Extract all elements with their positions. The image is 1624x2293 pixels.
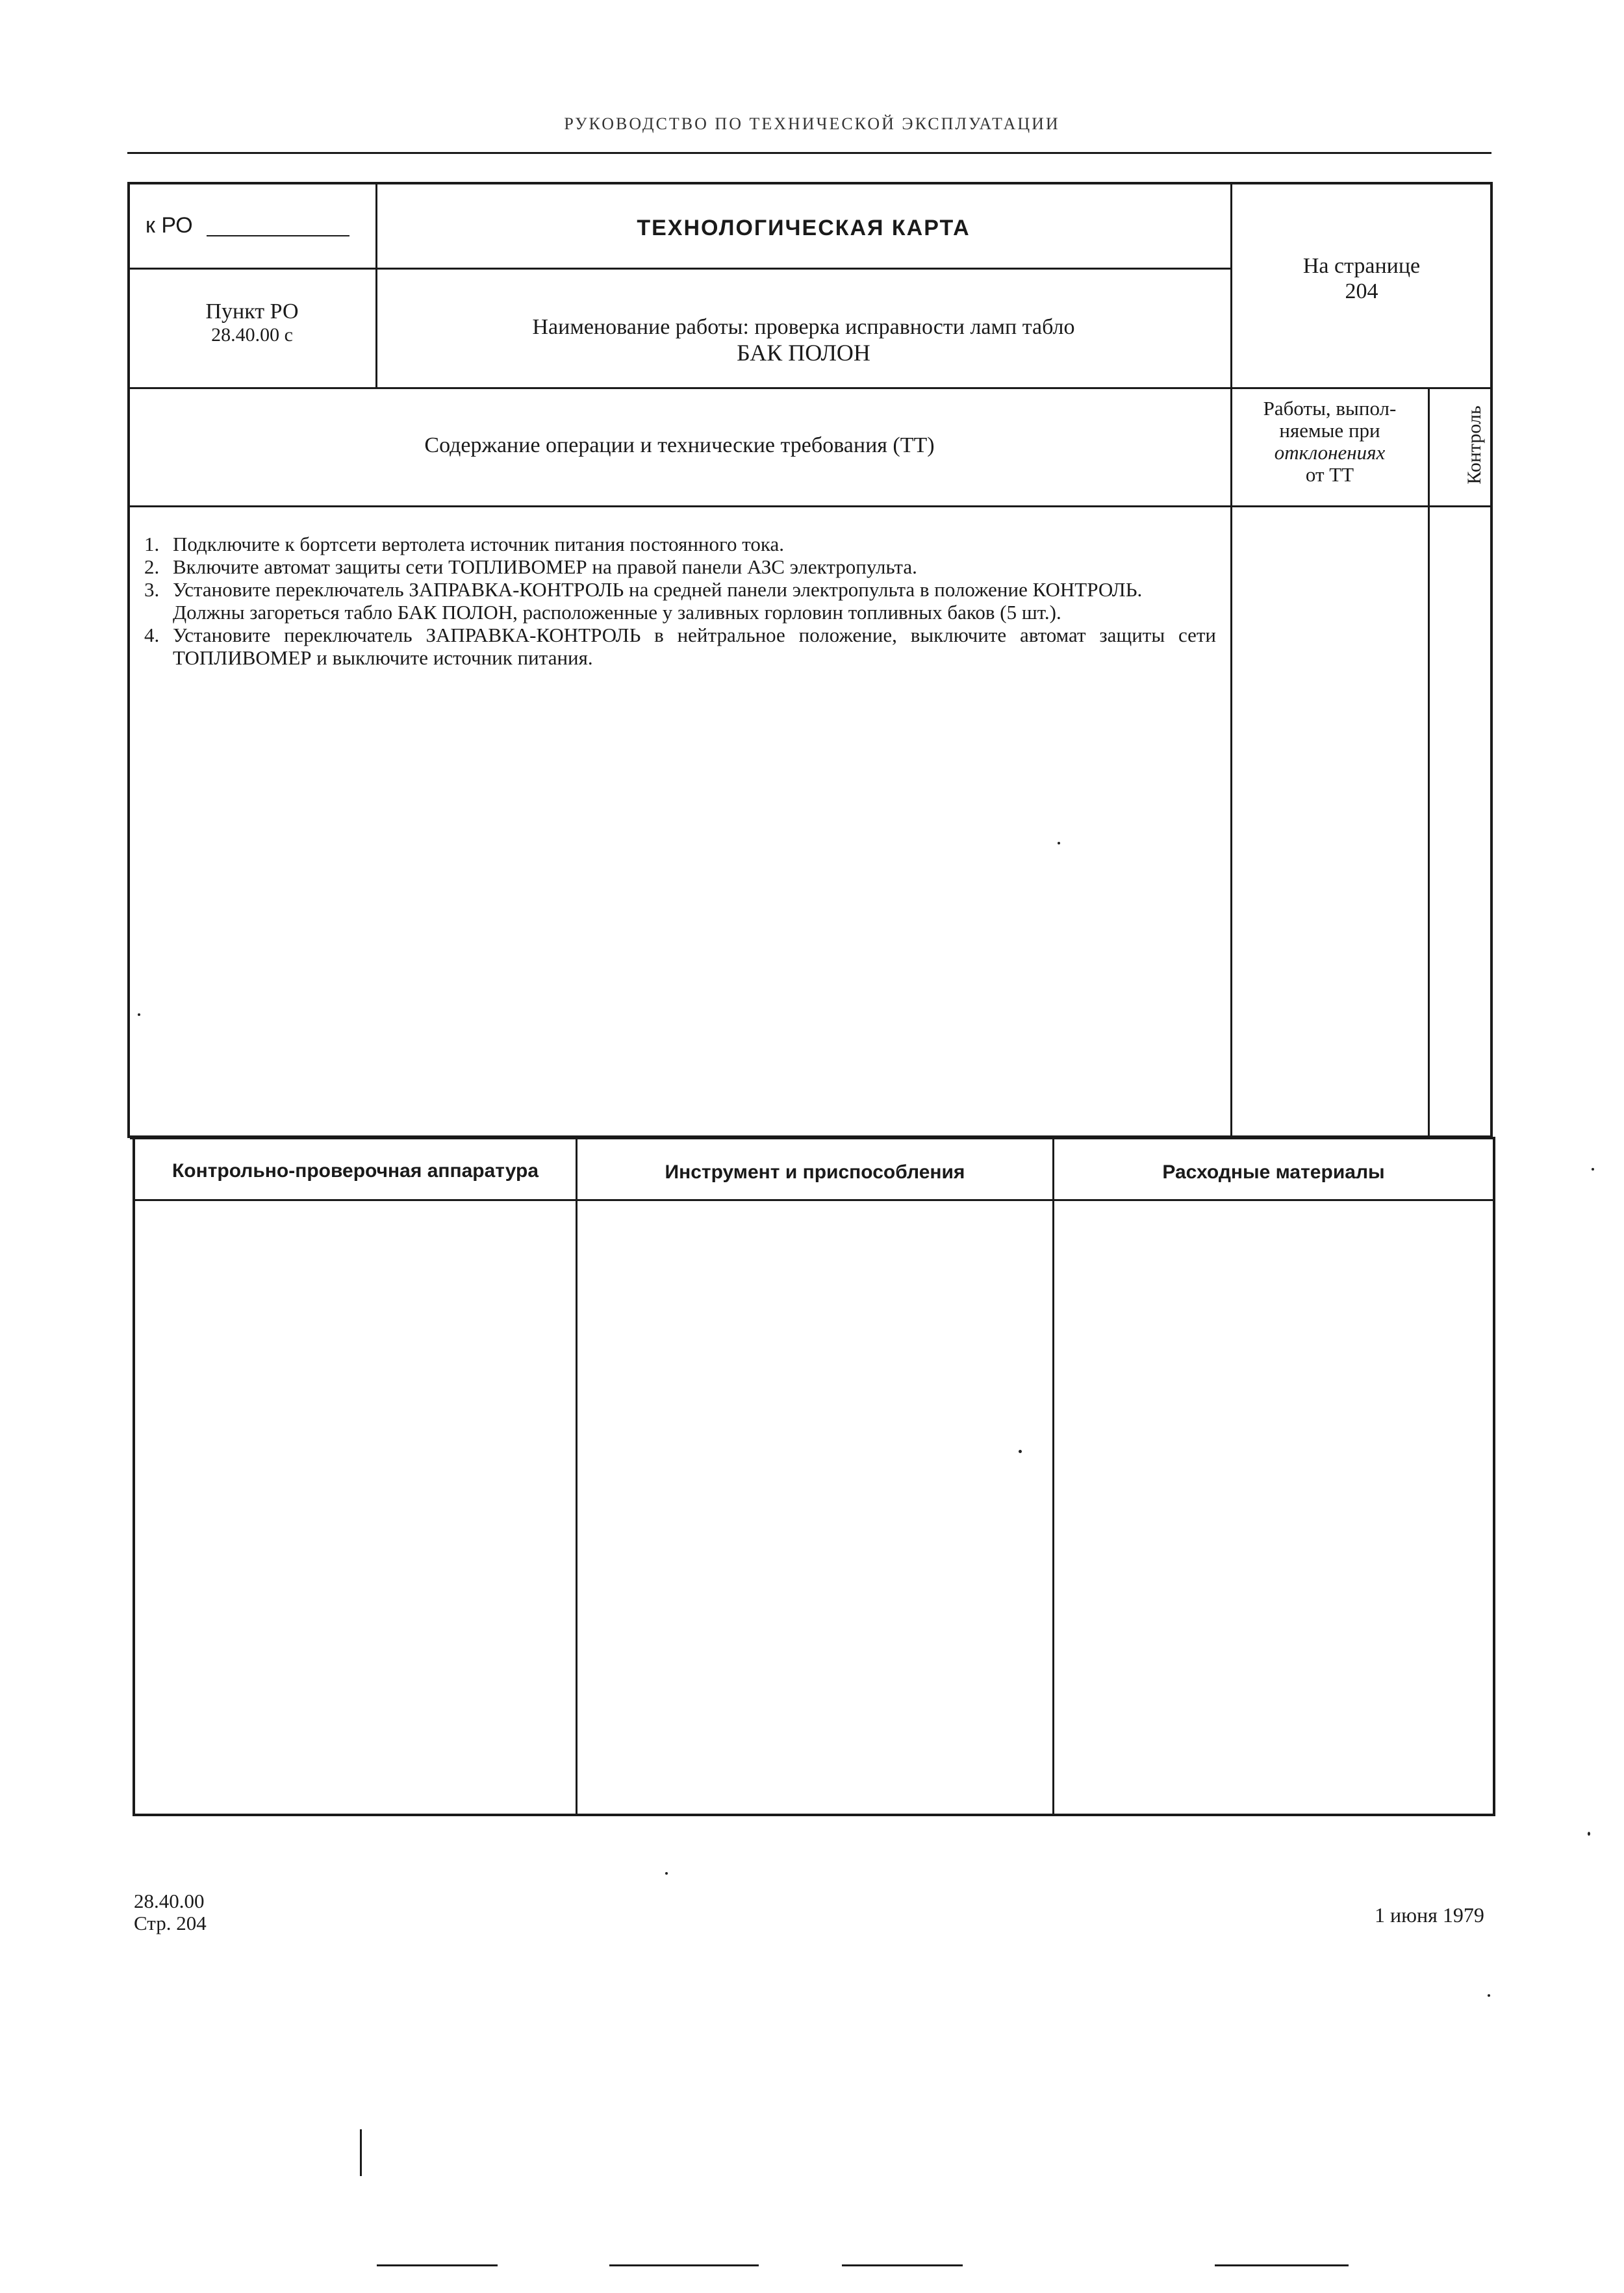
resources-border-top (130, 1137, 1494, 1139)
punkt-ro (129, 299, 375, 347)
scan-mark-dash-2 (609, 2264, 759, 2266)
step-text: Установите переключатель ЗАПРАВКА-КОНТРОЛЬ в нейтральное положение, выключите автомат защиты сети ТОПЛИВОМЕР и выключите источник питания. (173, 624, 1216, 669)
punkt-value: 28.40.00 с (211, 324, 293, 346)
footer-page: Стр. 204 (134, 1912, 207, 1934)
table-border-top (127, 182, 1493, 184)
step-text: Должны загореться табло БАК ПОЛОН, расположенные у заливных горловин топливных баков (5 шт.). (173, 601, 1061, 624)
header-rule (127, 152, 1491, 154)
punkt-label: Пункт РО (205, 299, 299, 323)
scan-speck (1058, 842, 1060, 844)
document-title: ТЕХНОЛОГИЧЕСКАЯ КАРТА (637, 216, 971, 240)
resources-border-bottom (133, 1814, 1495, 1816)
scan-mark-vertical (360, 2129, 362, 2176)
step-note (138, 601, 1216, 624)
resources-vline-2 (1052, 1137, 1054, 1816)
scan-mark-dash-1 (377, 2264, 498, 2266)
running-head: РУКОВОДСТВО ПО ТЕХНИЧЕСКОЙ ЭКСПЛУАТАЦИИ (564, 114, 1060, 133)
step-text: Установите переключатель ЗАПРАВКА-КОНТРОЛЬ на средней панели электропульта в положение КОНТРОЛЬ. (173, 578, 1143, 601)
resources-hline-header (133, 1199, 1495, 1201)
scan-speck (1019, 1450, 1022, 1453)
scan-speck (1592, 1168, 1594, 1171)
step-number: 1. (144, 533, 160, 555)
k-ro-blank (207, 235, 349, 236)
step-item (138, 578, 1216, 601)
step-text: Включите автомат защиты сети ТОПЛИВОМЕР на правой панели АЗС электропульта. (173, 555, 917, 578)
control-label: Контроль (1464, 405, 1485, 485)
work-name-line1: Наименование работы: проверка исправности ламп табло (532, 315, 1075, 339)
deviations-line2: няемые при (1279, 419, 1380, 442)
content-column-header: Содержание операции и технические требования (ТТ) (424, 433, 935, 457)
table-hline-header (127, 387, 1493, 389)
step-item (138, 555, 1216, 578)
deviations-column-header (1232, 398, 1428, 486)
tools-header: Инструмент и приспособления (665, 1161, 965, 1183)
page-ref (1232, 253, 1491, 304)
footer-section: 28.40.00 (134, 1890, 205, 1912)
scan-speck (1488, 1994, 1490, 1997)
page-label: На странице (1302, 254, 1421, 278)
work-name-line2: БАК ПОЛОН (737, 340, 870, 366)
k-ro-label: к РО (146, 213, 193, 238)
footer-left (134, 1890, 207, 1934)
scan-speck (138, 1013, 140, 1016)
materials-header: Расходные материалы (1162, 1161, 1385, 1183)
table-hline-title (127, 268, 1232, 270)
scan-speck (665, 1872, 668, 1875)
step-number: 4. (144, 624, 160, 646)
step-number: 3. (144, 578, 160, 601)
operation-steps (138, 533, 1216, 669)
scan-speck (1588, 1832, 1590, 1836)
scan-mark-dash-3 (842, 2264, 963, 2266)
deviations-line4: от ТТ (1305, 463, 1354, 486)
step-item (138, 533, 1216, 555)
deviations-line3: отклонениях (1274, 441, 1386, 464)
step-text: Подключите к бортсети вертолета источник питания постоянного тока. (173, 533, 784, 555)
table-vline-2 (1230, 182, 1232, 1137)
table-border-right (1490, 182, 1493, 1137)
deviations-line1: Работы, выпол- (1263, 397, 1397, 420)
resources-border-right (1493, 1137, 1495, 1816)
resources-vline-1 (576, 1137, 577, 1816)
equipment-header: Контрольно-проверочная аппаратура (171, 1160, 539, 1182)
table-hline-columns (127, 505, 1493, 507)
scan-mark-dash-4 (1215, 2264, 1349, 2266)
work-name (377, 314, 1230, 366)
step-number: 2. (144, 555, 160, 578)
control-column-header (1406, 390, 1543, 500)
resources-border-left (133, 1137, 135, 1816)
page-value: 204 (1345, 279, 1378, 304)
footer-date: 1 июня 1979 (1375, 1903, 1484, 1927)
step-item (138, 624, 1216, 669)
